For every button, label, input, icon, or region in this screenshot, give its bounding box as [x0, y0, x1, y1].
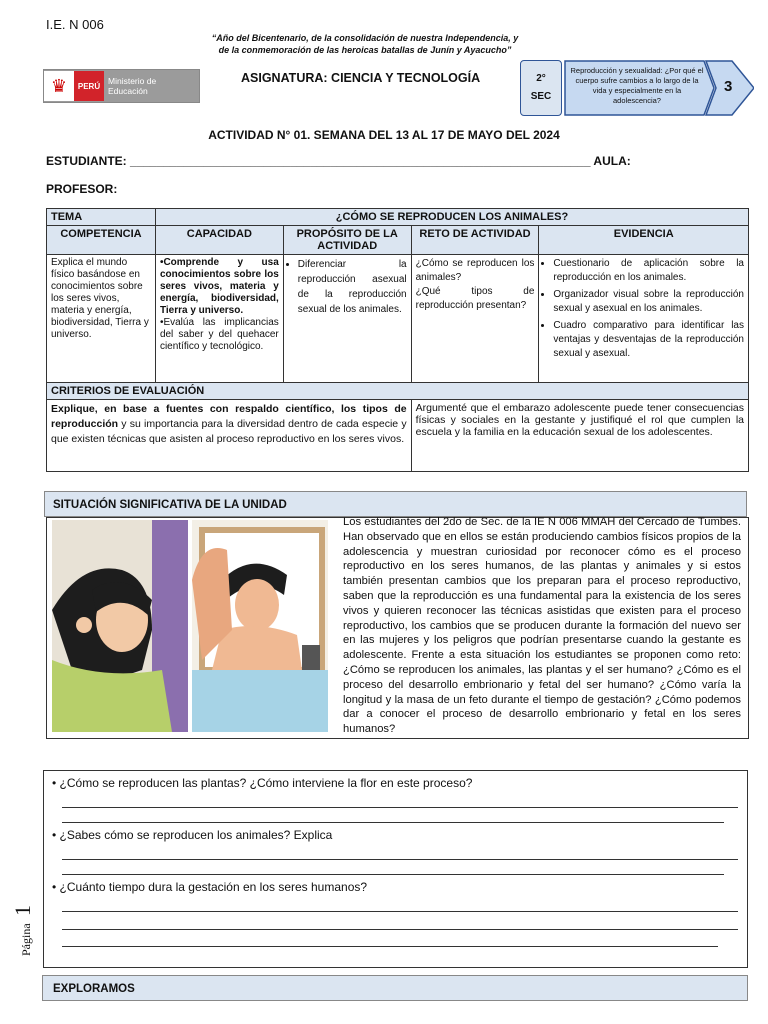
evidencia-item-3: • Cuadro comparativo para identificar las ventajas y desventajas de la reproducción sexual y asexual. [553, 319, 744, 361]
answer-line[interactable] [62, 807, 738, 808]
subject-title: ASIGNATURA: CIENCIA Y TECNOLOGÍA [241, 71, 481, 85]
proposito-item: • Diferenciar la reproducción asexual de la reproducción sexual de los animales. [298, 257, 407, 317]
questions-box [43, 770, 748, 968]
answer-line[interactable] [62, 929, 738, 930]
year-motto-line2: de la conmemoración de las heroicas batallas de Junín y Ayacucho” [218, 45, 512, 55]
theme-label: TEMA [47, 209, 156, 226]
theme-value: ¿CÓMO SE REPRODUCEN LOS ANIMALES? [155, 209, 748, 226]
criteria-right: Argumenté que el embarazo adolescente puede tener consecuencias físicas y sociales en la gestante y justifiqué el rol que cumplen la escuela y la familia en la educación sexual de los adolescentes. [411, 400, 748, 472]
activity-title: ACTIVIDAD N° 01. SEMANA DEL 13 AL 17 DE MAYO DEL 2024 [208, 128, 560, 142]
situation-text: Los estudiantes del 2do de Sec. de la IE N 006 MMAH del Cercado de Tumbes. Han observado que en ellos se están produciendo cambios físicos propios de la adolescencia y muestran curiosidad por reconocer cómo es el proceso reproductivo en los seres humanos, de las plantas y animales y si estos también presentan cambios que los preparan para el proceso reproductivo, saben que la reproducción es una fundamental para la existencia de los seres vivos y quieren reconocer las técnicas asistidas que existen para el proceso reproductivo, los cambios que se producen durante la formación del nuevo ser en las mujeres y los peligros que podrían presentarse cuando la gestante es adolescente. Frente a esta situación los estudiantes se proponen como reto: ¿Cómo se reproducen los animales, las plantas y el ser humano? ¿Cómo es el proceso del desarrollo embrionario y fetal del ser humano? ¿Cómo varía la longitud y la masa de un feto durante el tiempo de gestación? ¿Cómo podemos dar a conocer el proceso de desarrollo embrionario y fetal en los seres humanos? [343, 516, 741, 736]
criteria-label: CRITERIOS DE EVALUACIÓN [47, 383, 749, 400]
unit-title-box [564, 60, 712, 114]
proposito-cell [283, 255, 411, 383]
evidencia-item-1: • Cuestionario de aplicación sobre la reproducción en los animales. [553, 257, 744, 285]
ministry-logo [43, 69, 200, 103]
unit-title: Reproducción y sexualidad: ¿Por qué el cuerpo sufre cambios a lo largo de la vida y especialmente en la adolescencia? [570, 66, 704, 105]
student-label: ESTUDIANTE: [46, 154, 127, 168]
peru-label: PERÚ [74, 71, 104, 101]
page-marker [10, 900, 38, 960]
col-evidencia: EVIDENCIA [539, 226, 749, 255]
teacher-label: PROFESOR: [46, 182, 118, 196]
answer-line[interactable] [62, 911, 738, 912]
grade-box [520, 60, 562, 116]
question-2: • ¿Sabes cómo se reproducen los animales? Explica [52, 828, 333, 842]
explore-label: EXPLORAMOS [42, 975, 748, 1001]
competencia-cell: Explica el mundo físico basándose en conocimientos sobre los seres vivos, materia y energía, biodiversidad, Tierra y universo. [47, 255, 156, 383]
criteria-left [47, 400, 412, 472]
ministry-name-line1: Ministerio de [108, 76, 157, 86]
evidencia-cell [539, 255, 749, 383]
question-3: • ¿Cuánto tiempo dura la gestación en los seres humanos? [52, 880, 368, 894]
grade-level: SEC [530, 91, 552, 102]
col-competencia: COMPETENCIA [47, 226, 156, 255]
criteria-left-rest: y su importancia para la diversidad dentro de cada especie y que existen técnicas que asisten al proceso reproductivo en los seres vivos. [51, 418, 407, 445]
reto-cell [411, 255, 539, 383]
reto-item-1: ¿Cómo se reproducen los animales? [415, 258, 535, 283]
year-motto [200, 32, 530, 56]
ministry-name [104, 76, 156, 96]
answer-line[interactable] [62, 946, 718, 947]
col-capacidad: CAPACIDAD [155, 226, 283, 255]
student-row [46, 154, 631, 168]
page-label: Página [19, 923, 33, 956]
capacidad-item-1: •Comprende y usa conocimientos sobre los seres vivos, materia y energía, biodiversidad, Tierra y universo. [159, 257, 279, 316]
student-line: _____________________________________________________________________ [130, 154, 591, 168]
capacidad-cell [155, 255, 283, 383]
answer-line[interactable] [62, 822, 724, 823]
answer-line[interactable] [62, 874, 724, 875]
col-reto: RETO DE ACTIVIDAD [411, 226, 539, 255]
situation-label: SITUACIÓN SIGNIFICATIVA DE LA UNIDAD [44, 491, 747, 517]
reto-item-2: ¿Qué tipos de reproducción presentan? [415, 286, 535, 311]
adolescents-illustration [52, 520, 328, 732]
coat-of-arms-icon: ♛ [44, 71, 74, 101]
school-name: I.E. N 006 [46, 17, 104, 32]
activity-table [46, 208, 749, 472]
classroom-label: AULA: [593, 154, 631, 168]
question-1: • ¿Cómo se reproducen las plantas? ¿Cómo interviene la flor en este proceso? [52, 776, 473, 790]
grade-number: 2° [536, 73, 546, 84]
criteria-left-bold: Explique, en base a fuentes con respaldo científico, los tipos de reproducción [51, 403, 407, 430]
ministry-name-line2: Educación [108, 86, 148, 96]
evidencia-item-2: • Organizador visual sobre la reproducción sexual y asexual en los animales. [553, 288, 744, 316]
answer-line[interactable] [62, 859, 738, 860]
capacidad-item-2: •Evalúa las implicancias del saber y del quehacer científico y tecnológico. [159, 317, 279, 352]
unit-number: 3 [724, 78, 733, 95]
col-proposito: PROPÓSITO DE LA ACTIVIDAD [283, 226, 411, 255]
year-motto-line1: “Año del Bicentenario, de la consolidación de nuestra Independencia, y [211, 33, 519, 43]
page-number: 1 [10, 905, 35, 916]
